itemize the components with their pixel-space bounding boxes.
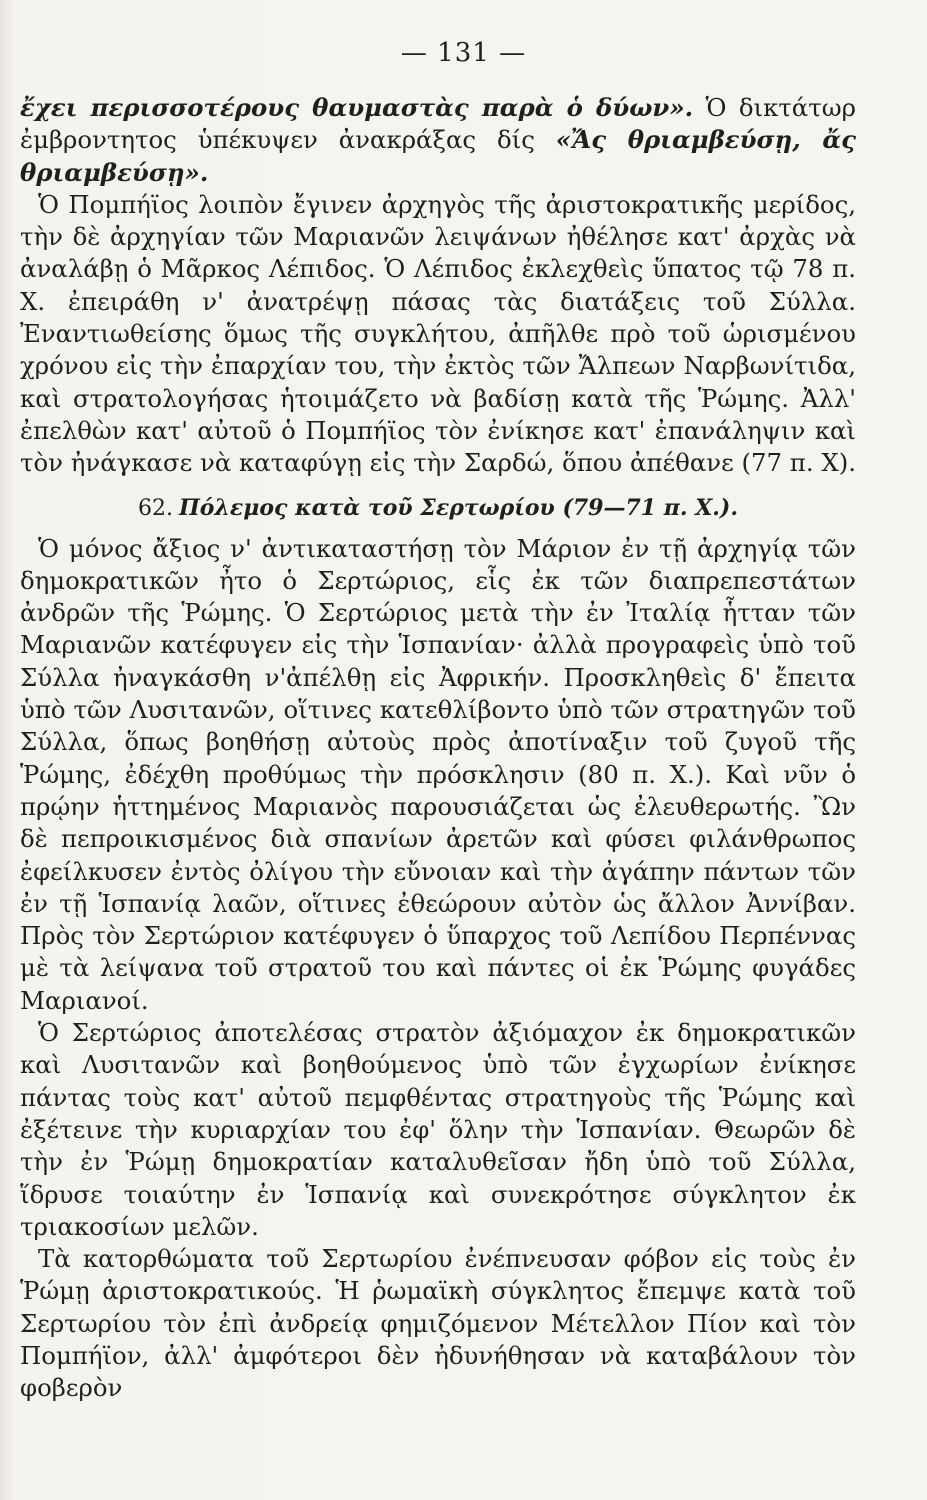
paragraph-achievements: Τὰ κατορθώματα τοῦ Σερτωρίου ἐνέπνευσαν φόβον εἰς τοὺς ἐν Ῥώμῃ ἀριστοκρατικούς. Ἡ ῥωμαϊκὴ σύγκλητος ἔπεμψε κατὰ τοῦ Σερτωρίου τὸν ἐπὶ ἀνδρείᾳ φημιζόμενον Μέτελλον Πίον καὶ τὸν Πομπήϊον, ἀλλ' ἀμφότεροι δὲν ἠδυνήθησαν νὰ καταβάλουν τὸν φοβερὸν bbox=[20, 1244, 856, 1403]
paragraph-continuation bbox=[20, 92, 856, 189]
section-heading bbox=[20, 492, 856, 525]
paragraph-sertorius-army: Ὁ Σερτώριος ἀποτελέσας στρατὸν ἀξιόμαχον ἐκ δημοκρατικῶν καὶ Λυσιτανῶν καὶ βοηθούμενος ὑπὸ τῶν ἐγχωρίων ἐνίκησε πάντας τοὺς κατ' αὐτοῦ πεμφθέντας στρατηγοὺς τῆς Ῥώμης καὶ ἐξέτεινε τὴν κυριαρχίαν του ἐφ' ὅλην τὴν Ἱσπανίαν. Θεωρῶν δὲ τὴν ἐν Ῥώμῃ δημοκρατίαν καταλυθεῖσαν ἤδη ὑπὸ τοῦ Σύλλα, ἵδρυσε τοιαύτην ἐν Ἱσπανίᾳ καὶ συνεκρότησε σύγκλητον ἐκ τριακοσίων μελῶν. bbox=[20, 1018, 856, 1241]
section-title: Πόλεμος κατὰ τοῦ Σερτωρίου (79—71 π. Χ.). bbox=[178, 494, 738, 521]
paragraph-sertorius: Ὁ μόνος ἄξιος ν' ἀντικαταστήσῃ τὸν Μάριον ἐν τῇ ἀρχηγίᾳ τῶν δημοκρατικῶν ἦτο ὁ Σερτώριος, εἷς ἐκ τῶν διαπρεπεστάτων ἀνδρῶν τῆς Ῥώμης. Ὁ Σερτώριος μετὰ τὴν ἐν Ἰταλίᾳ ἧτταν τῶν Μαριανῶν κατέφυγεν εἰς τὴν Ἱσπανίαν· ἀλλὰ προγραφεὶς ὑπὸ τοῦ Σύλλα ἠναγκάσθη ν'ἀπέλθῃ εἰς Ἀφρικήν. Προσκληθεὶς δ' ἔπειτα ὑπὸ τῶν Λυσιτανῶν, οἵτινες κατεθλίβοντο ὑπὸ τῶν στρατηγῶν τοῦ Σύλλα, ὅπως βοηθήσῃ αὐτοὺς πρὸς ἀποτίναξιν τοῦ ζυγοῦ τῆς Ῥώμης, ἐδέχθη προθύμως τὴν πρόσκλησιν (80 π. Χ.). Καὶ νῦν ὁ πρῴην ἡττημένος Μαριανὸς παρουσιάζεται ὡς ἐλευθερωτής. Ὢν δὲ πεπροικισμένος διὰ σπανίων ἀρετῶν καὶ φύσει φιλάνθρωπος ἐφείλκυσεν ἐντὸς ὀλίγου τὴν εὔνοιαν καὶ τὴν ἀγάπην πάντων τῶν ἐν τῇ Ἱσπανίᾳ λαῶν, οἵτινες ἐθεώρουν αὐτὸν ὡς ἄλλον Ἀννίβαν. Πρὸς τὸν Σερτώριον κατέφυγεν ὁ ὕπαρχος τοῦ Λεπίδου Περπέννας μὲ τὰ λείψανα τοῦ στρατοῦ του καὶ πάντες οἱ ἐκ Ῥώμης φυγάδες Μαριανοί. bbox=[20, 533, 856, 1015]
paragraph-lepidus: Ὁ Πομπήϊος λοιπὸν ἔγινεν ἀρχηγὸς τῆς ἀριστοκρατικῆς μερίδος, τὴν δὲ ἀρχηγίαν τῶν Μαριανῶν λειψάνων ἠθέλησε κατ' ἀρχὰς νὰ ἀναλάβῃ ὁ Μᾶρκος Λέπιδος. Ὁ Λέπιδος ἐκλεχθεὶς ὕπατος τῷ 78 π. Χ. ἐπειράθη ν' ἀνατρέψῃ πάσας τὰς διατάξεις τοῦ Σύλλα. Ἐναντιωθείσης ὅμως τῆς συγκλήτου, ἀπῆλθε πρὸ τοῦ ὡρισμένου χρόνου εἰς τὴν ἐπαρχίαν του, τὴν ἐκτὸς τῶν Ἄλπεων Ναρβωνίτιδα, καὶ στρατολογήσας ἡτοιμάζετο νὰ βαδίσῃ κατὰ τῆς Ῥώμης. Ἀλλ' ἐπελθὼν κατ' αὐτοῦ ὁ Πομπήϊος τὸν ἐνίκησε κατ' ἐπανάληψιν καὶ τὸν ἠνάγκασε νὰ καταφύγῃ εἰς τὴν Σαρδώ, ὅπου ἀπέθανε (77 π. Χ). bbox=[20, 189, 856, 478]
emphasized-quote: «Ἄς θριαμβεύσῃ, ἄς θριαμβεύσῃ». bbox=[20, 125, 856, 187]
body-text bbox=[20, 92, 856, 1405]
paragraph-text: Ὁ δικτάτωρ ἐμβροντητος ὑπέκυψεν ἀνακράξας δίς bbox=[20, 93, 856, 155]
page-number: — 131 — bbox=[400, 38, 527, 68]
section-number: 62. bbox=[137, 495, 173, 521]
emphasized-phrase: ἔχει περισσοτέρους θαυμαστὰς παρὰ ὁ δύων». bbox=[20, 93, 694, 122]
